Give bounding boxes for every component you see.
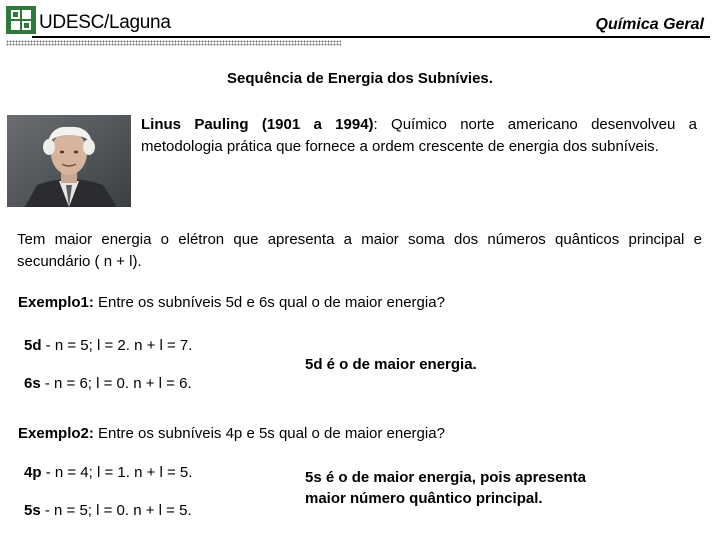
example2-question-text: Entre os subníveis 4p e 5s qual o de maior energia? bbox=[93, 425, 445, 442]
rule-l-symbol: l bbox=[129, 253, 133, 270]
example1-question bbox=[18, 294, 445, 311]
logo-text: UDESC/Laguna bbox=[39, 12, 171, 33]
rule-text-after: ). bbox=[132, 253, 142, 270]
quantum-calc: - n = 5; l = 2. n + l = 7. bbox=[41, 337, 193, 354]
header-rule bbox=[32, 36, 710, 38]
example1-question-text: Entre os subníveis 5d e 6s qual o de maior energia? bbox=[93, 294, 445, 311]
orbital-label: 6s bbox=[24, 375, 41, 392]
example2-line-5s bbox=[24, 502, 192, 519]
example1-answer: 5d é o de maior energia. bbox=[305, 356, 477, 373]
orbital-label: 5d bbox=[24, 337, 42, 354]
example2-answer-line1: 5s é o de maior energia, pois apresenta bbox=[305, 469, 586, 486]
logo-dotted-line bbox=[6, 40, 341, 46]
course-title: Química Geral bbox=[595, 16, 704, 33]
orbital-label: 5s bbox=[24, 502, 41, 519]
example2-answer-line2: maior número quântico principal. bbox=[305, 490, 543, 507]
example1-line-5d bbox=[24, 337, 192, 354]
udesc-logo bbox=[6, 4, 176, 38]
example1-line-6s bbox=[24, 375, 192, 392]
example1-label: Exemplo1: bbox=[18, 294, 94, 311]
bio-name: Linus Pauling (1901 a 1994) bbox=[141, 116, 374, 133]
quantum-calc: - n = 6; l = 0. n + l = 6. bbox=[40, 375, 192, 392]
bio-text: Químico norte americano desenvolveu a metodologia prática que fornece a ordem crescente de energia dos subníveis. bbox=[141, 116, 697, 155]
quantum-calc: - n = 5; l = 0. n + l = 5. bbox=[40, 502, 192, 519]
example2-question bbox=[18, 425, 445, 442]
bio-colon: : bbox=[373, 116, 378, 133]
page-title: Sequência de Energia dos Subnívies. bbox=[227, 70, 493, 87]
orbital-label: 4p bbox=[24, 464, 42, 481]
energy-rule-text bbox=[17, 229, 702, 273]
udesc-emblem-icon bbox=[6, 6, 36, 34]
linus-pauling-portrait bbox=[7, 115, 131, 207]
example2-label: Exemplo2: bbox=[18, 425, 94, 442]
example2-line-4p bbox=[24, 464, 192, 481]
quantum-calc: - n = 4; l = 1. n + l = 5. bbox=[41, 464, 193, 481]
linus-pauling-bio bbox=[141, 114, 697, 158]
rule-text-before: Tem maior energia o elétron que apresenta a maior soma dos números quânticos principal e secundário ( n + bbox=[17, 231, 702, 270]
